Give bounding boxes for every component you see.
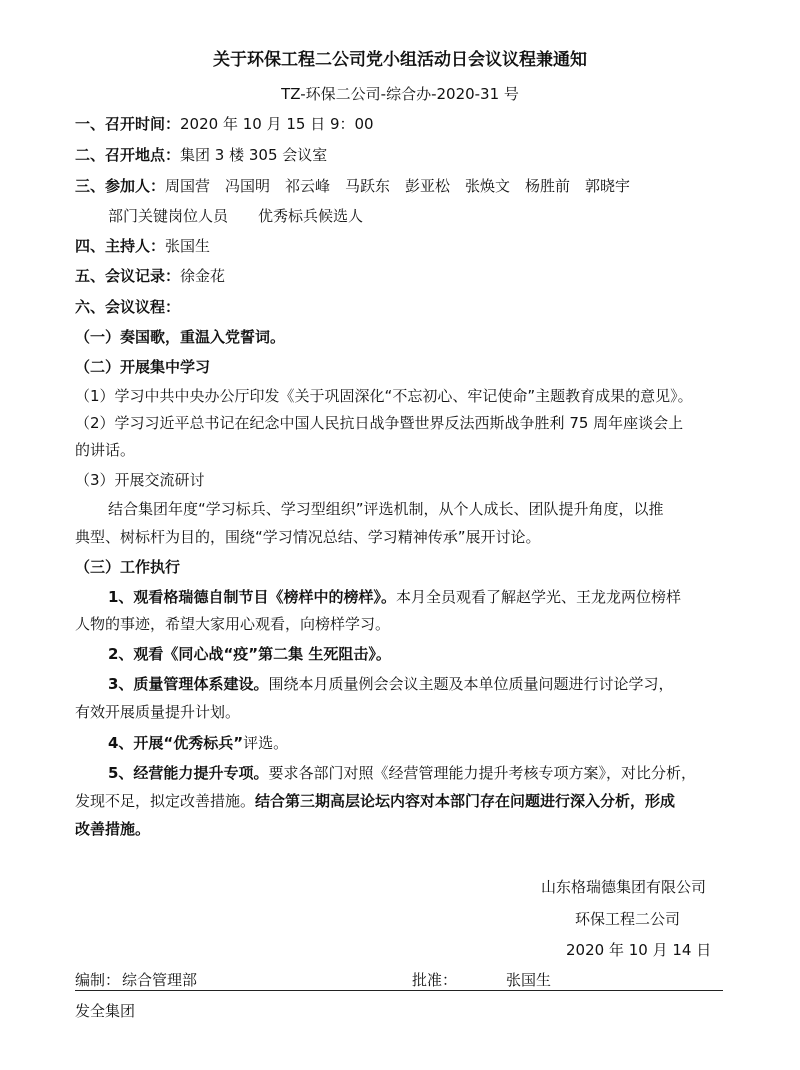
recorder-value: 徐金花	[180, 267, 226, 285]
work-item-5-text-2: 发现不足，拟定改善措施。	[75, 792, 256, 810]
work-item-1-cont: 人物的事迹，希望大家用心观看，向榜样学习。	[75, 615, 391, 633]
participants-list-2: 部门关键岗位人员 优秀标兵候选人	[108, 207, 364, 225]
participants-list: 周国营 冯国明 祁云峰 马跃东 彭亚松 张焕文 杨胜前 郭晓宇	[165, 177, 631, 195]
work-item-5-text-bold: 结合第三期高层论坛内容对本部门存在问题进行深入分析，形成	[255, 792, 676, 810]
work-item-5-title: 5、经营能力提升专项。	[108, 764, 269, 782]
participants	[75, 176, 630, 196]
distribution: 发全集团	[75, 1002, 136, 1020]
editor-label: 编制：	[75, 971, 121, 989]
agenda-part-3: （三）工作执行	[75, 558, 181, 576]
discussion-paragraph-cont: 典型、树标杆为目的，围绕“学习情况总结、学习精神传承”展开讨论。	[75, 528, 541, 546]
agenda-part-2: （二）开展集中学习	[75, 358, 211, 376]
work-item-3-title: 3、质量管理体系建设。	[108, 675, 269, 693]
study-item-3: （3）开展交流研讨	[75, 471, 205, 489]
recorder-label: 五、会议记录：	[75, 267, 181, 285]
meeting-place-value: 集团 3 楼 305 会议室	[180, 146, 328, 164]
approver-label: 批准：	[412, 971, 458, 989]
discussion-paragraph: 结合集团年度“学习标兵、学习型组织”评选机制，从个人成长、团队提升角度，以推	[108, 500, 664, 518]
host-label: 四、主持人：	[75, 237, 166, 255]
work-item-3	[108, 674, 673, 694]
footer-divider	[75, 990, 723, 991]
signature-company: 山东格瑞德集团有限公司	[541, 878, 707, 896]
recorder	[75, 266, 225, 286]
work-item-1-title: 1、观看格瑞德自制节目《榜样中的榜样》。	[108, 588, 396, 606]
study-item-1: （1）学习中共中央办公厅印发《关于巩固深化“不忘初心、牢记使命”主题教育成果的意见》。	[75, 387, 693, 405]
participants-label: 三、参加人：	[75, 177, 166, 195]
meeting-time-label: 一、召开时间：	[75, 115, 181, 133]
work-item-4	[108, 733, 288, 753]
editor-value: 综合管理部	[122, 971, 198, 989]
meeting-time	[75, 114, 374, 134]
work-item-4-title: 4、开展“优秀标兵”	[108, 734, 244, 752]
document-title: 关于环保工程二公司党小组活动日会议议程兼通知	[213, 50, 587, 70]
work-item-3-text: 围绕本月质量例会会议主题及本单位质量问题进行讨论学习，	[268, 675, 674, 693]
document-number: TZ-环保二公司-综合办-2020-31 号	[281, 85, 519, 103]
agenda-part-1: （一）奏国歌，重温入党誓词。	[75, 328, 286, 346]
work-item-2: 2、观看《同心战“疫”第二集 生死阻击》。	[108, 645, 391, 663]
agenda-heading: 六、会议议程：	[75, 298, 181, 316]
study-item-2: （2）学习习近平总书记在纪念中国人民抗日战争暨世界反法西斯战争胜利 75 周年座谈会上	[75, 414, 684, 432]
work-item-3-cont: 有效开展质量提升计划。	[75, 703, 241, 721]
work-item-5-cont-2: 改善措施。	[75, 820, 151, 838]
signature-dept: 环保工程二公司	[575, 910, 681, 928]
study-item-2-cont: 的讲话。	[75, 441, 136, 459]
host	[75, 236, 210, 256]
work-item-1	[108, 587, 681, 607]
signature-date: 2020 年 10 月 14 日	[566, 941, 712, 959]
work-item-5-text: 要求各部门对照《经营管理能力提升考核专项方案》，对比分析，	[268, 764, 696, 782]
meeting-place-label: 二、召开地点：	[75, 146, 181, 164]
meeting-place	[75, 145, 327, 165]
approver-value: 张国生	[506, 971, 552, 989]
host-value: 张国生	[165, 237, 211, 255]
work-item-5	[108, 763, 696, 783]
work-item-5-cont	[75, 791, 675, 811]
meeting-time-value: 2020 年 10 月 15 日 9：00	[180, 115, 374, 133]
work-item-1-text: 本月全员观看了解赵学光、王龙龙两位榜样	[395, 588, 681, 606]
work-item-4-text: 评选。	[243, 734, 289, 752]
